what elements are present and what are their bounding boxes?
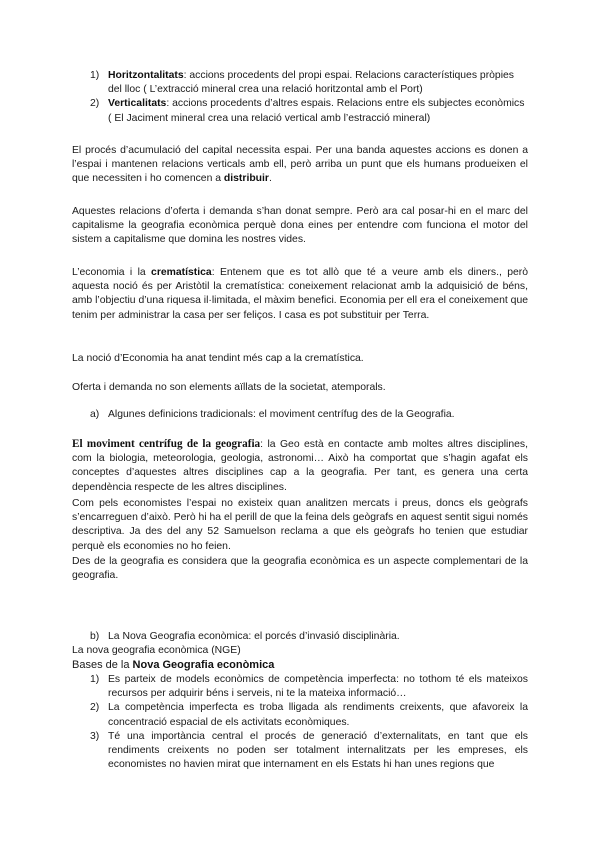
subsection-label: a): [90, 409, 100, 420]
list-text: La competència imperfecta es troba lligada als rendiments creixents, que afavoreix la concentració espacial de els activitats econòmiques.: [108, 702, 528, 728]
list-horitzontalitats-verticalitats: [72, 69, 528, 126]
subsection-label: b): [90, 631, 100, 642]
list-item: [72, 701, 528, 729]
bases-heading: Bases de la Nova Geografia econòmica: [72, 659, 275, 671]
subsection-b: [90, 630, 528, 644]
list-number: 2): [90, 98, 100, 110]
list-item: [72, 730, 528, 773]
nge-line: La nova geografia econòmica (NGE): [72, 645, 241, 656]
definition: : accions procedents d’altres espais. Relacions entre els subjectes econòmics ( El Jaciment mineral crea una relació vertical amb l’estracció mineral): [108, 98, 525, 124]
list-item: [72, 673, 528, 701]
list-bases: [72, 673, 528, 772]
list-number: 1): [90, 70, 100, 81]
definition: : accions procedents del propi espai. Relacions característiques pròpies del lloc ( L’extracció mineral crea una relació horitzontal amb el Port): [108, 70, 514, 96]
list-item: [72, 69, 528, 97]
list-number: 1): [90, 674, 100, 685]
paragraph-acumulacio: El procés d’acumulació del capital necessita espai. Per una banda aquestes accions es donen a l’espai i mantenen relacions verticals amb ell, però arriba un punt que els humans produeixen el que necessiten i ho comencen a distribuir.: [72, 145, 528, 185]
subsection-a: [90, 408, 528, 422]
paragraph-nocio-economia: La noció d’Economia ha anat tendint més cap a la crematística.: [72, 353, 364, 364]
subsection-title: Algunes definicions tradicionals: el moviment centrífug des de la Geografia.: [108, 409, 455, 420]
paragraph-complementari: Des de la geografia es considera que la geografia econòmica es un aspecte complementari de la geografia.: [72, 556, 528, 582]
term: Horitzontalitats: [108, 70, 184, 81]
paragraph-oferta-atemporals: Oferta i demanda no son elements aïllats de la societat, atemporals.: [72, 382, 386, 393]
list-text: Té una importància central el procés de generació d’externalitats, en tant que els rendiments creixents no poden ser totalment internalitzats per les empreses, els economistes no havien mirat que internament en els Estats hi han unes regions que: [108, 730, 528, 771]
list-number: 3): [90, 730, 100, 742]
subsection-title: La Nova Geografia econòmica: el porcés d’invasió disciplinària.: [108, 631, 400, 642]
term: Verticalitats: [108, 98, 167, 110]
list-item: [72, 97, 528, 125]
paragraph-crematistica: L’economia i la crematística: Entenem que es tot allò que té a veure amb els diners., però aquesta noció és per Aristòtil la crematística: coneixement relacionat amb la adquisició de béns, amb l’objectiu d’una riquesa il·limitada, el màxim benefici. Economia per ell era el coneixement que tenim per administrar la casa per ser feliços. I casa es pot substituir per Terra.: [72, 267, 529, 321]
paragraph-economistes: Com pels economistes l’espai no existeix quan analitzen mercats i preus, doncs els geògrafs s’encarreguen d’això. Però hi ha el perill de que la feina dels geògrafs en aquest sentit sigui només descriptiva. Ja des del any 52 Samuelson reclama a que els geògrafs ho tenien que estudiar perquè els economies no ho feien.: [72, 498, 528, 552]
paragraph-moviment-centrifug: El moviment centrífug de la geografia: la Geo està en contacte amb moltes altres disciplines, com la biologia, meteorologia, geologia, astronomi… Això ha comportat que s’hagin agafat els conceptes d’aquestes altres disciplines cap a la geografia. Per tant, es genera una certa dependència respecte de les altres disciplines.: [72, 438, 528, 493]
paragraph-oferta-demanda: Aquestes relacions d’oferta i demanda s’han donat sempre. Però ara cal posar-hi en el marc del capitalisme la geografia econòmica perquè dona eines per entendre com funciona el motor del sistem a capitalisme que domina les nostres vides.: [72, 206, 528, 246]
list-number: 2): [90, 702, 100, 714]
list-text: Es parteix de models econòmics de competència imperfecta: no tothom té els mateixos recursos per adquirir béns i serveis, ni te la mateixa informació…: [108, 674, 528, 700]
